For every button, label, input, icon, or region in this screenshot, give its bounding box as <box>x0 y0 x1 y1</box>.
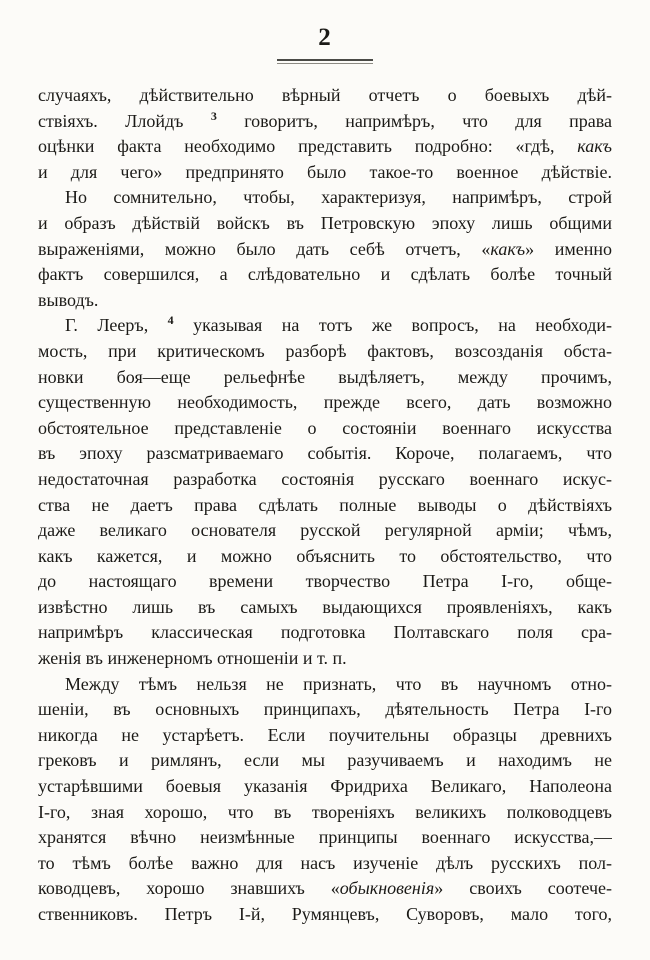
text-segment: въ эпоху разсматриваемаго событія. Короче, полагаемъ, что <box>38 443 612 464</box>
text-line <box>38 416 612 442</box>
text-segment: » своихъ соотече- <box>434 878 612 899</box>
text-line <box>38 237 612 263</box>
text-line <box>38 134 612 160</box>
text-line <box>38 646 612 672</box>
text-segment: указывая на тотъ же вопросъ, на необходи- <box>173 315 612 336</box>
text-line <box>38 83 612 109</box>
paragraph <box>38 672 612 928</box>
text-segment: женія въ инженерномъ отношеніи и т. п. <box>38 648 347 669</box>
text-segment: случаяхъ, дѣйствительно вѣрный отчетъ о боевыхъ дѣй- <box>38 85 612 105</box>
text-line <box>38 288 612 314</box>
page-number: 2 <box>318 24 332 51</box>
text-segment: грековъ и римлянъ, если мы разучиваемъ и находимъ не <box>38 750 612 771</box>
text-line <box>38 313 612 339</box>
text-segment: ководцевъ, хорошо знавшихъ « <box>38 878 340 899</box>
text-line <box>38 441 612 467</box>
text-segment: Г. Лееръ, <box>65 315 168 336</box>
footnote-reference: 3 <box>210 108 217 123</box>
text-line <box>38 518 612 544</box>
paragraph <box>38 313 612 671</box>
text-line <box>38 902 612 928</box>
text-line <box>38 211 612 237</box>
text-segment: хранятся вѣчно неизмѣнные принципы военнаго искусства,— <box>38 827 612 848</box>
text-line <box>38 620 612 646</box>
text-line <box>38 185 612 211</box>
text-segment: ствіяхъ. Ллойдъ <box>38 110 211 131</box>
text-segment: фактъ совершился, а слѣдовательно и сдѣлать болѣе точный <box>38 264 612 285</box>
text-segment: » именно <box>525 238 612 259</box>
paragraph <box>38 83 612 185</box>
text-segment: обыкновенія <box>339 878 435 899</box>
text-segment: недостаточная разработка состоянія русскаго военнаго искус- <box>38 468 612 489</box>
text-line <box>38 748 612 774</box>
text-segment: извѣстно лишь въ самыхъ выдающихся проявленіяхъ, какъ <box>38 596 612 617</box>
text-segment: выраженіями, можно было дать себѣ отчетъ, « <box>38 238 491 259</box>
text-segment: до настоящаго времени творчество Петра І-го, обще- <box>38 571 612 592</box>
text-line <box>38 825 612 851</box>
text-line <box>38 672 612 698</box>
text-line <box>38 109 612 135</box>
footnote-reference: 4 <box>167 313 174 328</box>
text-line <box>38 697 612 723</box>
text-line <box>38 467 612 493</box>
text-segment: какъ <box>577 136 612 157</box>
text-line <box>38 160 612 186</box>
text-line <box>38 774 612 800</box>
text-segment: и для чего» предпринято было такое-то военное дѣйствіе. <box>38 161 612 182</box>
text-segment: новки боя—еще рельефнѣе выдѣляетъ, между прочимъ, <box>38 366 612 387</box>
text-segment: говоритъ, напримѣръ, что для права <box>216 110 612 131</box>
text-line <box>38 390 612 416</box>
text-segment: то тѣмъ болѣе важно для насъ изученіе дѣлъ русскихъ пол- <box>38 852 612 873</box>
text-segment: какъ кажется, и можно объяснить то обстоятельство, что <box>38 545 612 566</box>
text-segment: оцѣнки факта необходимо представить подробно: «гдѣ, <box>38 136 578 157</box>
text-line <box>38 569 612 595</box>
text-line <box>38 365 612 391</box>
header-rule <box>277 59 373 64</box>
page-text <box>38 83 612 928</box>
text-segment: обстоятельное представленіе о состояніи военнаго искусства <box>38 417 612 438</box>
text-line <box>38 595 612 621</box>
paragraph <box>38 185 612 313</box>
text-segment: выводъ. <box>38 289 99 310</box>
text-segment: и образъ дѣйствій войскъ въ Петровскую эпоху лишь общими <box>38 212 612 233</box>
text-line <box>38 876 612 902</box>
text-segment: даже великаго основателя русской регулярной арміи; чѣмъ, <box>38 520 612 541</box>
text-line <box>38 800 612 826</box>
text-segment: Но сомнительно, чтобы, характеризуя, напримѣръ, строй <box>65 187 612 208</box>
text-line <box>38 544 612 570</box>
text-segment: І-го, зная хорошо, что въ твореніяхъ великихъ полководцевъ <box>38 801 612 822</box>
text-segment: ства не даетъ права сдѣлать полные выводы о дѣйствіяхъ <box>38 494 612 515</box>
text-segment: шеніи, въ основныхъ принципахъ, дѣятельность Петра І-го <box>38 699 612 720</box>
text-segment: никогда не устарѣетъ. Если поучительны образцы древнихъ <box>38 724 612 745</box>
text-segment: ственниковъ. Петръ І-й, Румянцевъ, Суворовъ, мало того, <box>38 904 612 924</box>
text-line <box>38 493 612 519</box>
text-segment: мость, при критическомъ разборѣ фактовъ, возсозданія обста- <box>38 340 612 361</box>
text-line <box>38 851 612 877</box>
text-segment: Между тѣмъ нельзя не признать, что въ научномъ отно- <box>65 673 612 694</box>
text-line <box>38 723 612 749</box>
text-segment: напримѣръ классическая подготовка Полтавскаго поля сра- <box>38 622 612 643</box>
text-line <box>38 262 612 288</box>
text-segment: устарѣвшими боевыя указанія Фридриха Великаго, Наполеона <box>38 776 612 797</box>
text-line <box>38 339 612 365</box>
text-segment: какъ <box>490 238 526 259</box>
text-segment: существенную необходимость, прежде всего, дать возможно <box>38 392 612 413</box>
